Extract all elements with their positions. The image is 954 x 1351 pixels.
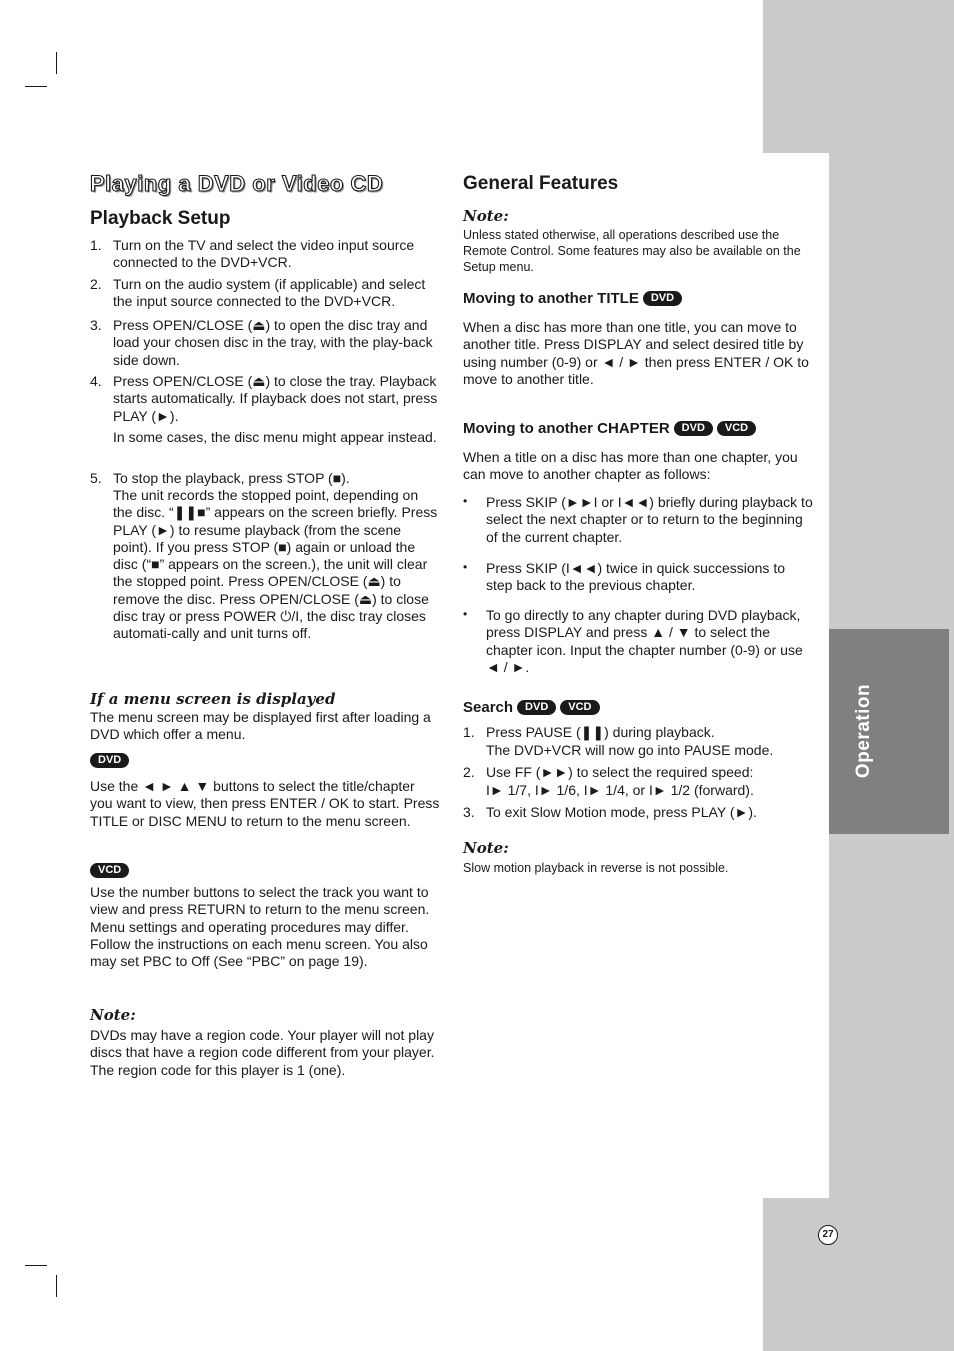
step-extra: In some cases, the disc menu might appear instead. — [113, 429, 437, 445]
step-number: 2. — [463, 764, 475, 780]
bullet-dot: • — [463, 607, 468, 621]
note-heading: Note: — [463, 207, 509, 225]
vcd-menu-text: Use the number buttons to select the track you want to view and press RETURN to return to the menu screen. Menu settings and operating procedures may differ. Follow the instructions on each menu screen. You also may set PBC to Off (See “PBC” on page 19). — [90, 884, 430, 970]
dvd-badge: DVD — [674, 421, 713, 436]
step-extra: I► 1/7, I► 1/6, I► 1/4, or I► 1/2 (forward). — [486, 782, 754, 798]
dvd-badge: DVD — [90, 753, 129, 768]
step-text: Use FF (►►) to select the required speed: — [486, 764, 754, 780]
crop-mark — [25, 1265, 47, 1266]
step-text: To exit Slow Motion mode, press PLAY (►). — [486, 804, 757, 820]
moving-title-text: When a disc has more than one title, you can move to another title. Press DISPLAY and select desired title by using number (0-9) or ◄ / ► then press ENTER / OK to move to another title. — [463, 319, 809, 387]
dvd-menu-text: Use the ◄ ► ▲ ▼ buttons to select the title/chapter you want to view, then press ENTER / OK to start. Press TITLE or DISC MENU to return to the menu screen. — [90, 778, 440, 829]
general-features-heading: General Features — [463, 173, 619, 194]
note-text: DVDs may have a region code. Your player will not play discs that have a region code different from your player. The region code for this player is 1 (one). — [90, 1027, 435, 1078]
section-tab-label: Operation — [853, 683, 874, 779]
step-text: Press OPEN/CLOSE (⏏) to close the tray. Playback starts automatically. If playback does not start, press PLAY (►). — [113, 373, 438, 424]
page-number: 27 — [818, 1225, 838, 1245]
search-heading — [463, 699, 600, 716]
section-tab — [829, 629, 949, 834]
step-number: 1. — [90, 237, 102, 253]
moving-chapter-intro: When a title on a disc has more than one chapter, you can move to another chapter as follows: — [463, 449, 798, 483]
step-text: To stop the playback, press STOP (■). — [113, 470, 350, 486]
moving-title-label: Moving to another TITLE — [463, 290, 639, 307]
menu-screen-intro: The menu screen may be displayed first after loading a DVD which offer a menu. — [90, 709, 431, 743]
step-text: Turn on the TV and select the video input source connected to the DVD+VCR. — [113, 237, 415, 271]
menu-screen-heading: If a menu screen is displayed — [90, 690, 336, 708]
step-text: Press OPEN/CLOSE (⏏) to open the disc tray and load your chosen disc in the tray, with the play-back side down. — [113, 317, 433, 368]
bullet-text: To go directly to any chapter during DVD playback, press DISPLAY and press ▲ / ▼ to select the chapter icon. Input the chapter number (0-9) or use ◄ / ►. — [486, 607, 803, 675]
step-extra: The unit records the stopped point, depending on the disc. “❚❚■” appears on the screen briefly. Press PLAY (►) to resume playback (from the scene point). If you press STOP (■) again or unload the disc (“■” appears on the screen.), the unit will clear the stopped point. Press OPEN/CLOSE (⏏) to remove the disc. Press OPEN/CLOSE (⏏) to close disc tray or press POWER ⏻/I, the disc tray closes automati-cally and unit turns off. — [113, 487, 438, 642]
step-number: 5. — [90, 470, 102, 486]
vcd-badge: VCD — [560, 700, 599, 715]
crop-mark — [25, 86, 47, 87]
page-title: Playing a DVD or Video CD — [90, 171, 384, 196]
dvd-badge: DVD — [517, 700, 556, 715]
moving-title-heading — [463, 290, 682, 307]
step-number: 3. — [463, 804, 475, 820]
crop-mark — [56, 52, 57, 74]
step-number: 1. — [463, 724, 475, 740]
playback-setup-heading: Playback Setup — [90, 208, 231, 229]
step-number: 3. — [90, 317, 102, 333]
moving-chapter-heading — [463, 420, 756, 437]
step-text: Turn on the audio system (if applicable) and select the input source connected to the DVD+VCR. — [113, 276, 426, 310]
dvd-badge: DVD — [643, 291, 682, 306]
vcd-badge: VCD — [90, 863, 129, 878]
note-text: Unless stated otherwise, all operations described use the Remote Control. Some features may also be available on the Setup menu. — [463, 228, 801, 274]
vcd-badge: VCD — [717, 421, 756, 436]
step-extra: The DVD+VCR will now go into PAUSE mode. — [486, 742, 774, 758]
step-number: 2. — [90, 276, 102, 292]
bullet-dot: • — [463, 560, 468, 574]
bullet-text: Press SKIP (►►I or I◄◄) briefly during playback to select the next chapter or to return to the beginning of the current chapter. — [486, 494, 813, 545]
search-label: Search — [463, 699, 514, 716]
moving-chapter-label: Moving to another CHAPTER — [463, 420, 670, 437]
note-heading: Note: — [90, 1006, 136, 1024]
bullet-dot: • — [463, 494, 468, 508]
step-number: 4. — [90, 373, 102, 389]
step-text: Press PAUSE (❚❚) during playback. — [486, 724, 715, 740]
side-panel-top — [763, 0, 954, 153]
note-heading: Note: — [463, 839, 509, 857]
bullet-text: Press SKIP (I◄◄) twice in quick successions to step back to the previous chapter. — [486, 560, 785, 594]
crop-mark — [56, 1275, 57, 1297]
note-text: Slow motion playback in reverse is not possible. — [463, 861, 729, 875]
side-panel-bottom — [763, 1198, 954, 1351]
